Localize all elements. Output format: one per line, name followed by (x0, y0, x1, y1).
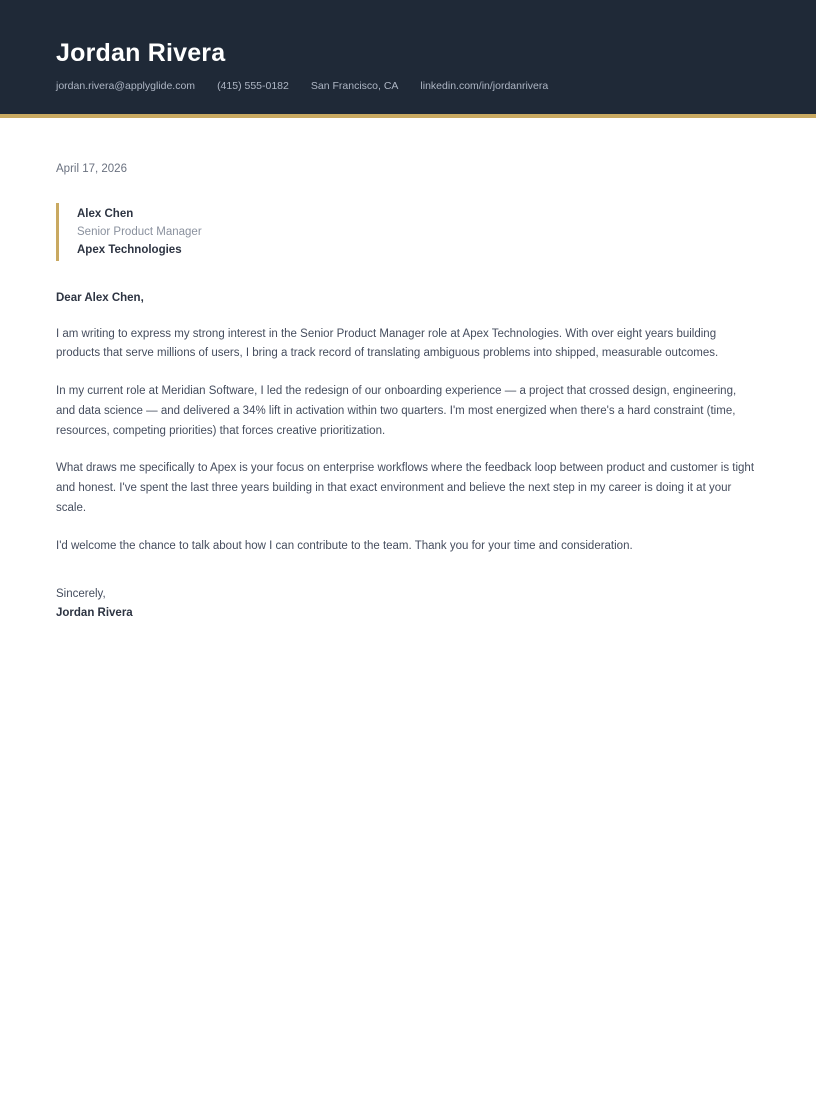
closing-phrase: Sincerely, (56, 588, 106, 601)
recipient-name: Alex Chen (77, 207, 134, 220)
contact-linkedin[interactable]: linkedin.com/in/jordanrivera (420, 79, 549, 92)
contact-phone[interactable]: (415) 555-0182 (217, 79, 289, 92)
letter-date: April 17, 2026 (56, 163, 127, 175)
contact-email[interactable]: jordan.rivera@applyglide.com (56, 79, 196, 92)
signature-name: Jordan Rivera (56, 607, 133, 620)
contact-row (56, 80, 760, 94)
recipient-block (56, 203, 756, 261)
letter-body (0, 118, 816, 623)
closing-block (56, 585, 756, 622)
candidate-name: Jordan Rivera (56, 39, 226, 67)
letter-header (0, 0, 816, 118)
letter-paragraph-1: I am writing to express my strong interest in the Senior Product Manager role at Apex Technologies. With over eight years building products that serve millions of users, I bring a track record of translating ambiguous problems into shipped, measurable outcomes. (56, 327, 719, 360)
salutation: Dear Alex Chen, (56, 292, 144, 305)
contact-location: San Francisco, CA (310, 79, 399, 92)
letter-paragraph-3: What draws me specifically to Apex is your focus on enterprise workflows where the feedback loop between product and customer is tight and honest. I've spent the last three years building in that exact environment and believe the next step in my career is doing it at your scale. (56, 462, 755, 514)
recipient-title: Senior Product Manager (77, 226, 202, 239)
recipient-company: Apex Technologies (77, 244, 182, 257)
letter-paragraph-2: In my current role at Meridian Software, I led the redesign of our onboarding experience — a project that crossed design, engineering, and data science — and delivered a 34% lift in activation within two quarters. I'm most energized when there's a hard constraint (time, resources, competing priorities) that forces creative prioritization. (56, 385, 737, 437)
gold-accent-rule (0, 114, 816, 118)
letter-paragraph-4: I'd welcome the chance to talk about how I can contribute to the team. Thank you for your time and consideration. (56, 539, 633, 552)
